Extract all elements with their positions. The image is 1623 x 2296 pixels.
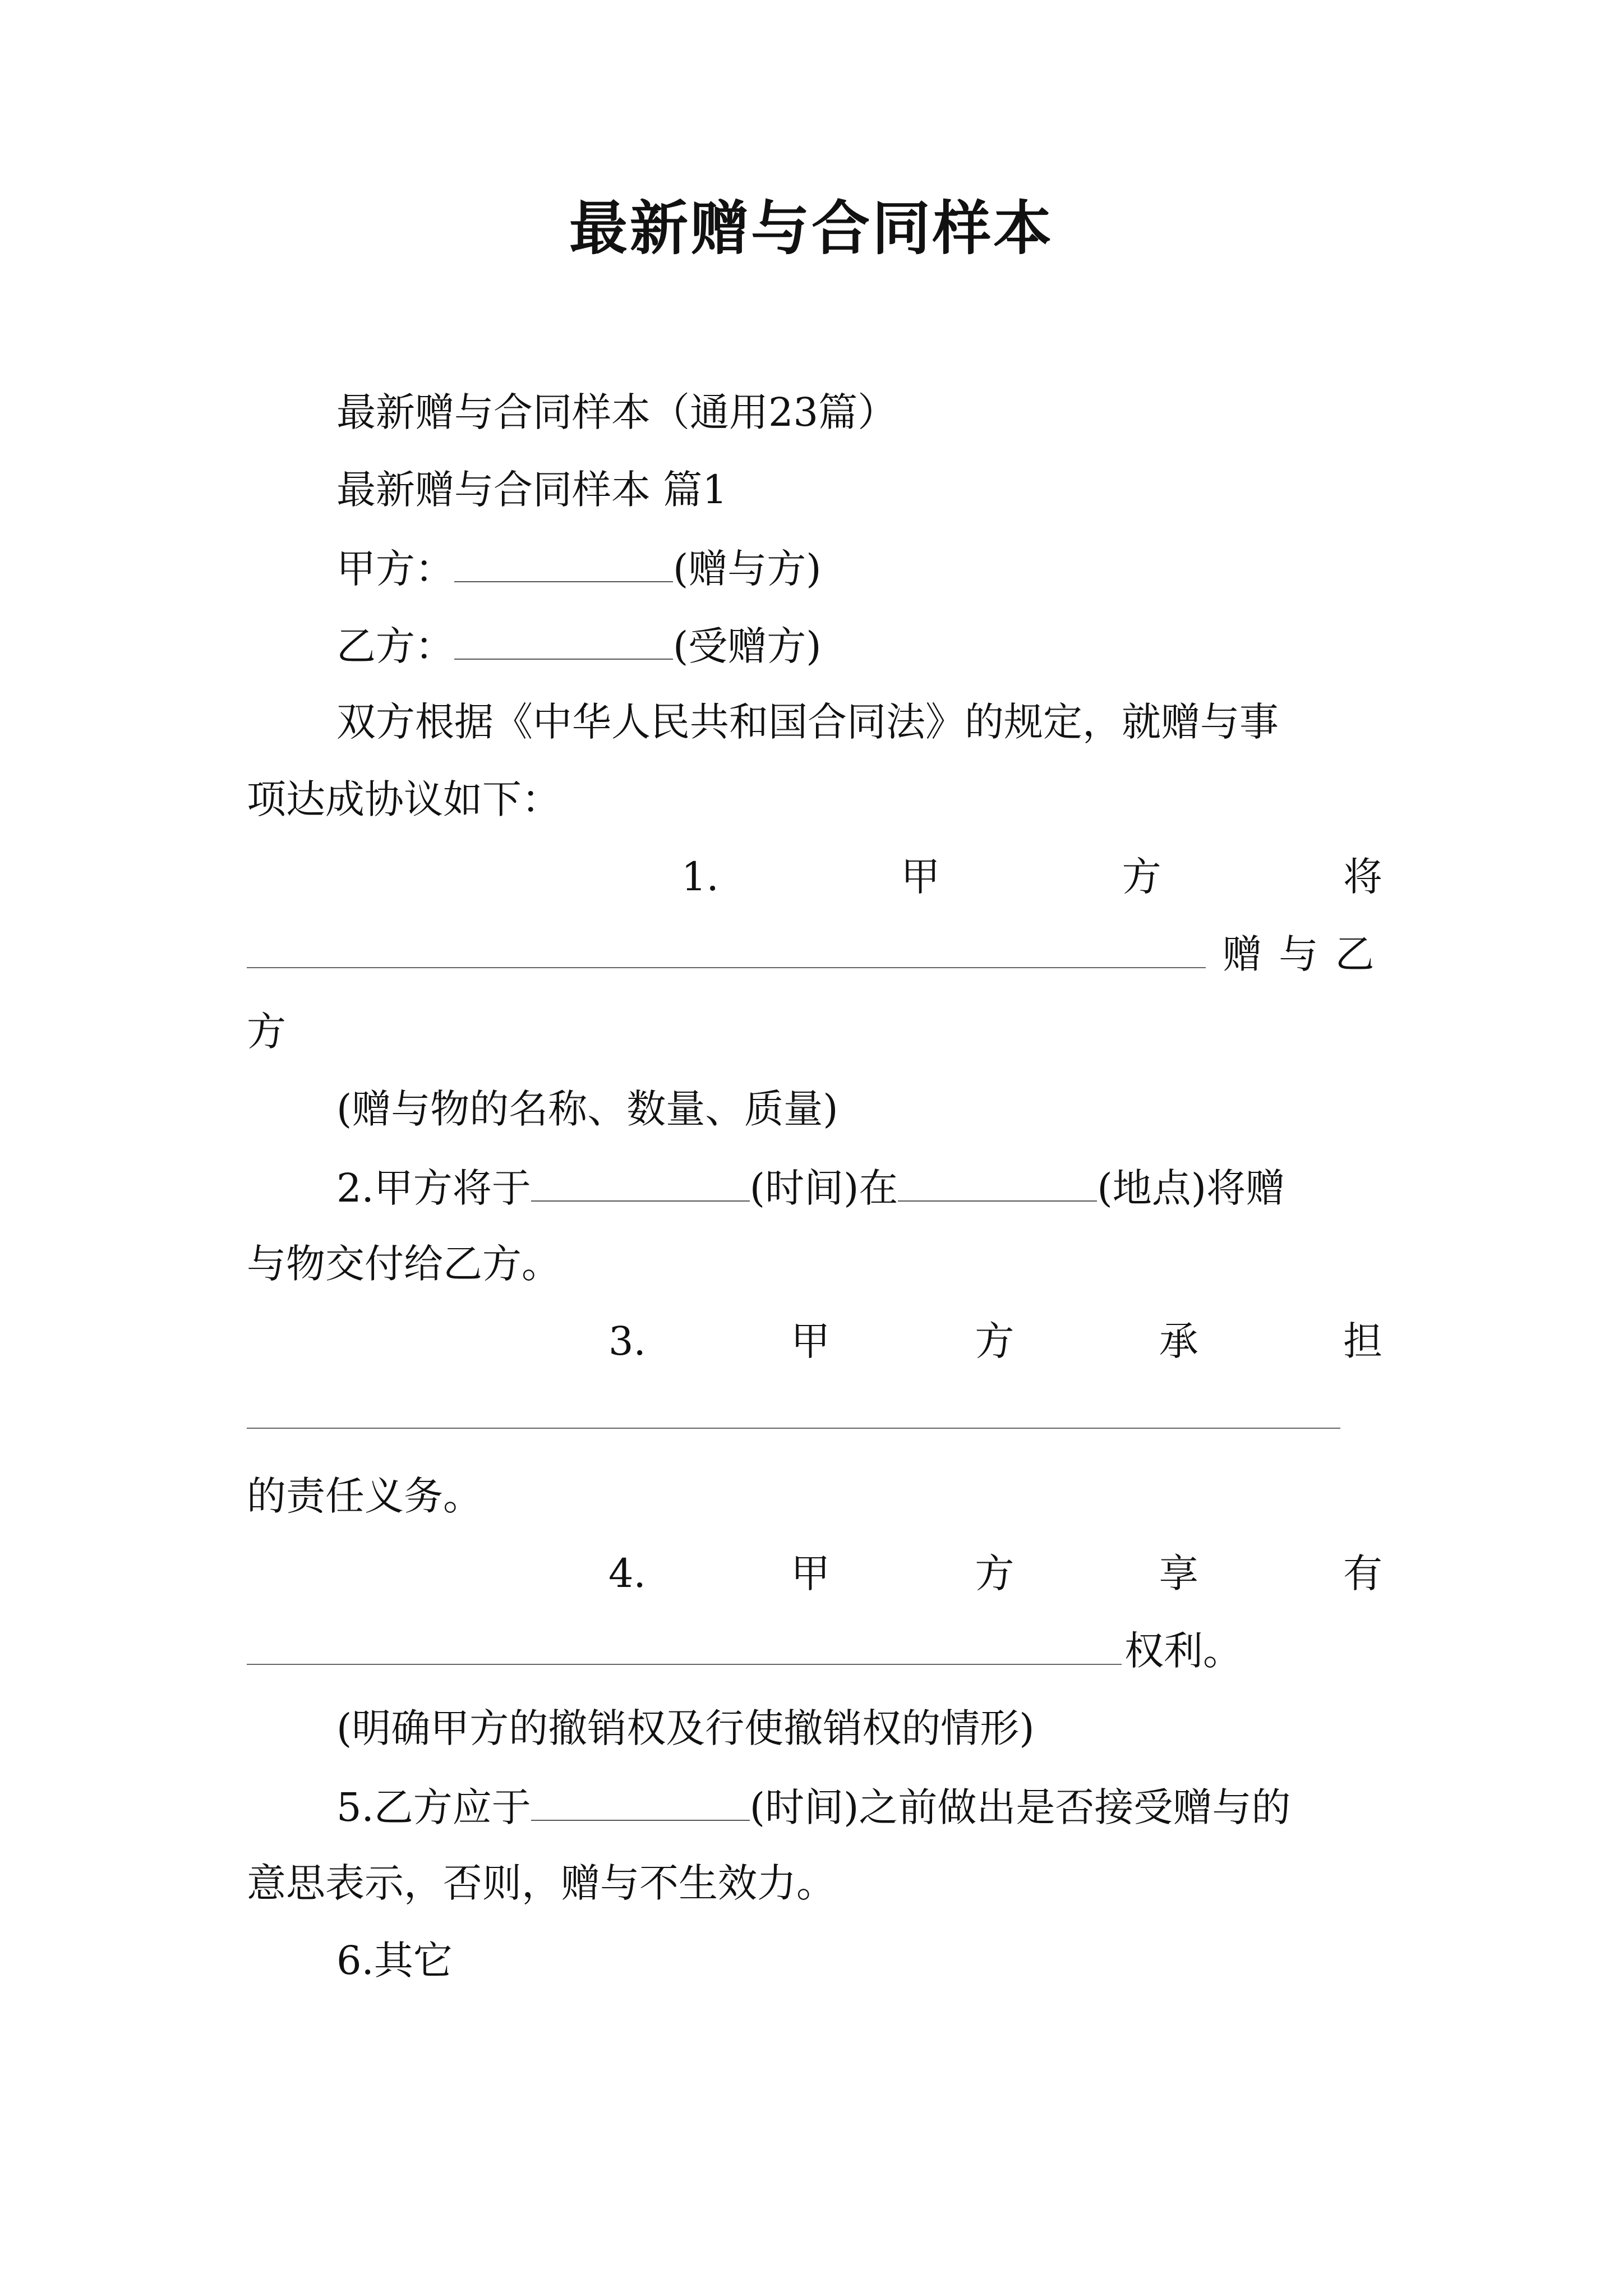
clause-5-start: 5.乙方应于	[336, 1784, 531, 1830]
party-a-label: 甲方：	[336, 546, 454, 592]
clause-2-continuation: 与物交付给乙方。	[247, 1241, 561, 1287]
party-a-blank	[454, 547, 673, 582]
clause-6: 6.其它	[336, 1938, 453, 1984]
clause-2-time-label: (时间)在	[749, 1165, 898, 1211]
clause-5-line	[336, 1784, 1291, 1830]
clause-1-continuation: 方	[247, 1009, 286, 1055]
clause-1-word: 将	[1343, 854, 1382, 900]
clause-4-tail: 权利。	[1124, 1628, 1242, 1674]
clause-3-word: 承	[1159, 1318, 1198, 1364]
clause-2-place-label: (地点)将赠	[1097, 1165, 1285, 1211]
party-b-label: 乙方：	[336, 623, 454, 669]
clause-4-blank	[247, 1664, 1122, 1665]
clause-1-word: 方	[1122, 854, 1161, 900]
party-a-role: (赠与方)	[673, 546, 822, 592]
clause-5-rest: (时间)之前做出是否接受赠与的	[749, 1784, 1291, 1830]
clause-3-continuation: 的责任义务。	[247, 1473, 482, 1519]
clause-2-line	[336, 1165, 1285, 1211]
document-title: 最新赠与合同样本	[569, 194, 1054, 263]
clause-4-note: (明确甲方的撤销权及行使撤销权的情形)	[336, 1705, 1035, 1751]
party-b-blank	[454, 625, 673, 660]
section-heading: 最新赠与合同样本 篇1	[336, 467, 727, 513]
clause-3-blank	[247, 1428, 1340, 1429]
clause-5-time-blank	[531, 1786, 750, 1821]
clause-3-word: 方	[975, 1318, 1015, 1364]
clause-4-word: 方	[975, 1550, 1015, 1596]
clause-1-blank	[247, 967, 1206, 968]
clause-1-number: 1.	[681, 854, 719, 900]
party-b-line	[336, 623, 822, 669]
intro-line-2: 项达成协议如下：	[247, 776, 561, 822]
clause-4-line	[608, 1550, 1382, 1596]
clause-4-word: 享	[1159, 1550, 1198, 1596]
clause-3-number: 3.	[608, 1318, 646, 1364]
clause-1-note: (赠与物的名称、数量、质量)	[336, 1086, 838, 1132]
clause-2-time-blank	[531, 1167, 750, 1202]
clause-1-line	[681, 854, 1382, 900]
clause-1-tail: 赠 与 乙	[1223, 931, 1377, 977]
document-subtitle: 最新赠与合同样本（通用23篇）	[336, 389, 897, 435]
clause-4-number: 4.	[608, 1550, 646, 1596]
clause-3-word: 担	[1343, 1318, 1382, 1364]
clause-5-continuation: 意思表示，否则，赠与不生效力。	[247, 1860, 836, 1906]
clause-3-line	[608, 1318, 1382, 1364]
clause-1-word: 甲	[901, 854, 940, 900]
clause-4-word: 有	[1343, 1550, 1382, 1596]
intro-line-1: 双方根据《中华人民共和国合同法》的规定，就赠与事	[336, 699, 1279, 745]
party-a-line	[336, 546, 822, 592]
party-b-role: (受赠方)	[673, 623, 822, 669]
clause-2-place-blank	[898, 1167, 1097, 1202]
clause-3-word: 甲	[791, 1318, 831, 1364]
clause-4-word: 甲	[791, 1550, 831, 1596]
clause-2-start: 2.甲方将于	[336, 1165, 531, 1211]
